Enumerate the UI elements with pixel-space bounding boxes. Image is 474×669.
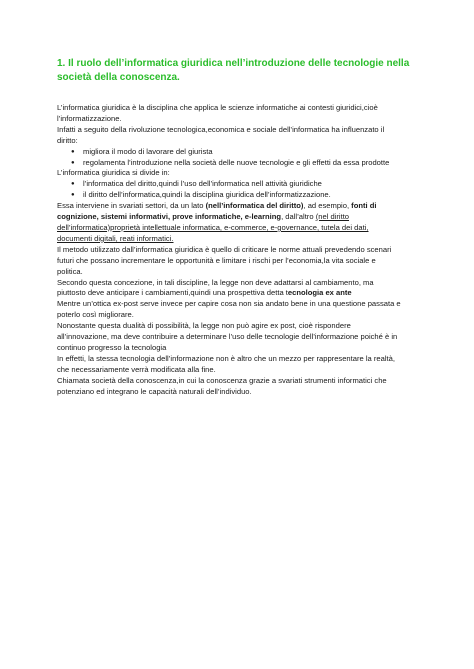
bold-text: (nell’informatica del diritto): [205, 201, 304, 211]
underlined-text: (nel diritto: [315, 212, 350, 222]
text-line: L’informatica giuridica è la disciplina che applica le scienze informatiche ai contesti giuridici,cioè: [57, 103, 378, 112]
text-line: Il metodo utilizzato dall’informatica giuridica è quello di criticare le norme attuali prevedendo scenari: [57, 244, 392, 254]
document-body: [57, 57, 417, 397]
text-span: Essa interviene in svariati settori, da un lato: [57, 201, 206, 211]
text-line: Infatti a seguito della rivoluzione tecnologica,economica e sociale dell’informatica ha influenzato il: [57, 124, 385, 134]
paragraph-sectors: [57, 201, 417, 245]
paragraph-method: [57, 245, 417, 278]
paragraph-duality: [57, 321, 417, 354]
text-line: Nonostante questa dualità di possibilità, la legge non può agire ex post, cioè rispondere: [57, 321, 351, 331]
text-line: potenziano ed integrano le capacità naturali dell’individuo.: [57, 386, 252, 396]
text-line: [57, 201, 417, 212]
paragraph-ex-ante: [57, 278, 417, 322]
bold-text: fonti di: [351, 201, 377, 211]
paragraph-division: L’informatica giuridica si divide in:: [57, 168, 170, 178]
heading-line-1: 1. Il ruolo dell’informatica giuridica nell’introduzione delle tecnologie nella: [57, 58, 410, 69]
bold-text: cognizione, sistemi informativi, prove informatiche, e-learning: [57, 212, 282, 222]
text-line: futuri che possano incrementare le opportunità e limitare i rischi per l’economia,la vita sociale e: [57, 255, 376, 265]
text-line: continuo progresso la tecnologia: [57, 342, 167, 352]
text-line: [57, 212, 417, 223]
list-item: ● migliora il modo di lavorare del giurista: [71, 147, 417, 158]
text-line: [57, 288, 417, 299]
list-item: ● regolamenta l’introduzione nella società delle nuove tecnologie e gli effetti da essa prodotte: [71, 158, 417, 169]
paragraph-intro: [57, 103, 417, 147]
text-line: che necessariamente verrà modificata alla fine.: [57, 364, 216, 374]
text-line: l’informatizzazione.: [57, 113, 122, 123]
text-span: , ad esempio,: [303, 201, 352, 211]
bold-text: ecnologia ex ante: [287, 288, 352, 298]
section-heading: [57, 57, 417, 85]
heading-line-2: società della conoscenza.: [57, 72, 180, 83]
bullet-list-division: [57, 179, 417, 201]
underlined-text: dell’informatica)proprietà intellettuale informatica, e-commerce, e-governance, tutela dei dati,: [57, 222, 369, 232]
text-line: politica.: [57, 266, 83, 276]
text-span: piuttosto deve anticipare i cambiamenti,quindi una prospettiva detta t: [57, 288, 288, 298]
text-line: all’innovazione, ma deve contribuire a determinare l’uso delle tecnologie dell’informazione poiché è in: [57, 332, 398, 342]
text-line: Mentre un’ottica ex-post serve invece per capire cosa non sia andato bene in una questione passata e: [57, 299, 401, 309]
paragraph-reality: [57, 354, 417, 376]
list-item: ● il diritto dell’informatica,quindi la disciplina giuridica dell’informatizzazione.: [71, 190, 417, 201]
text-line: In effetti, la stessa tecnologia dell’informazione non è altro che un mezzo per rappresentare la realtà,: [57, 353, 395, 363]
bullet-list-effects: [57, 147, 417, 169]
text-line: Chiamata società della conoscenza,in cui la conoscenza grazie a svariati strumenti informatici che: [57, 375, 387, 385]
text-line: Secondo questa concezione, in tali discipline, la legge non deve adattarsi al cambiamento, ma: [57, 277, 374, 287]
text-line: diritto:: [57, 135, 78, 145]
text-line: poterlo così migliorare.: [57, 310, 134, 320]
text-span: , dall’altro: [281, 212, 316, 222]
list-item: ● l’informatica del diritto,quindi l’uso dell’informatica nell attività giuridiche: [71, 179, 417, 190]
paragraph-knowledge-society: [57, 376, 417, 398]
underlined-text: documenti digitali, reati informatici.: [57, 233, 174, 243]
